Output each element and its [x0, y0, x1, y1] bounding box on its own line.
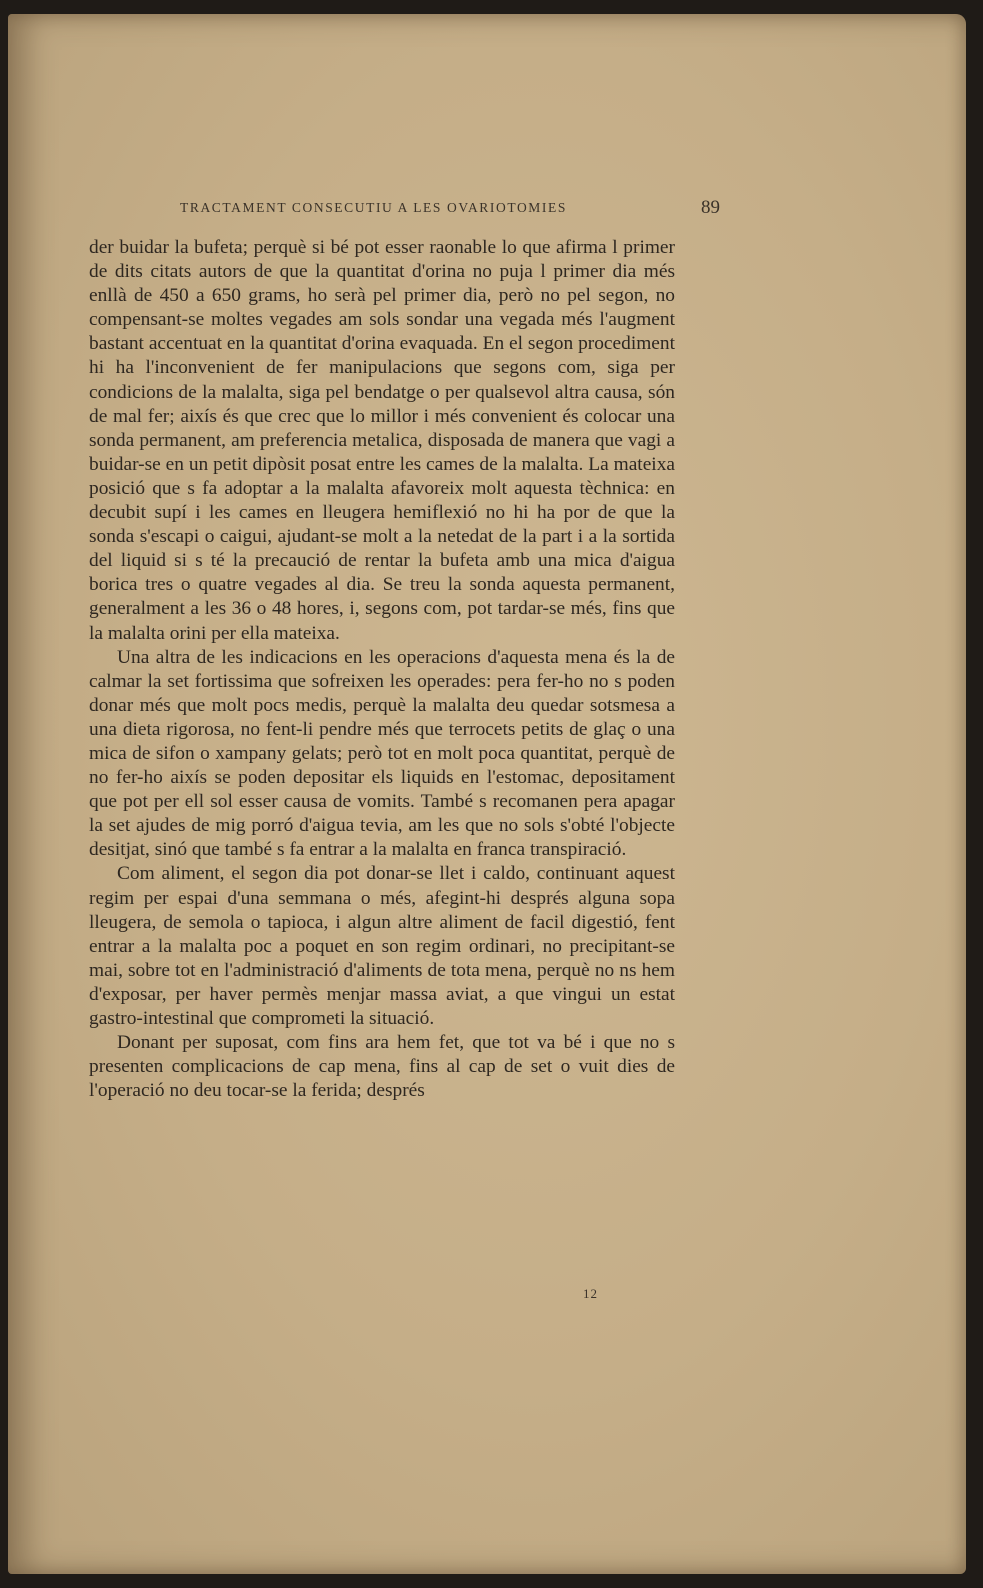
running-title: TRACTAMENT CONSECUTIU A LES OVARIOTOMIES [180, 200, 567, 215]
paragraph: Una altra de les indicacions en les operacions d'aquesta mena és la de calmar la set fortissima que sofreixen les operades: pera fer-ho no s poden donar més que molt pocs medis, perquè la malalta deu quedar sotsmesa a una dieta rigorosa, no fent-li pendre més que terrocets petits de glaç o una mica de sifon o xampany gelats; però tot en molt poca quantitat, perquè de no fer-ho aixís se poden depositar els liquids en l'estomac, depositament que pot per ell sol esser causa de vomits. També s recomanen pera apagar la set ajudes de mig porró d'aigua tevia, am les que no sols s'obté l'objecte desitjat, sinó que també s fa entrar a la malalta en franca transpiració. [89, 646, 675, 861]
paragraph: Com aliment, el segon dia pot donar-se llet i caldo, continuant aquest regim per espai d'una semmana o més, afegint-hi després alguna sopa lleugera, de semola o tapioca, i algun altre aliment de facil digestió, fent entrar a la malalta poc a poquet en son regim ordinari, no precipitant-se mai, sobre tot en l'administració d'aliments de tota mena, perquè no ns hem d'exposar, per haver permès menjar massa aviat, a que vingui un estat gastro-intestinal que comprometi la situació. [89, 863, 675, 1029]
running-header [180, 197, 720, 224]
signature-mark: 12 [583, 1286, 598, 1301]
page-number: 89 [701, 197, 720, 218]
page-body [89, 236, 675, 1103]
paragraph: der buidar la bufeta; perquè si bé pot esser raonable lo que afirma l primer de dits citats autors de que la quantitat d'orina no puja l primer dia més enllà de 450 a 650 grams, ho serà pel primer dia, però no pel segon, no compensant-se moltes vegades am sols sondar una vegada més l'augment bastant accentuat en la quantitat d'orina evaquada. En el segon procediment hi ha l'inconvenient de fer manipulacions que segons com, siga per condicions de la malalta, siga pel bendatge o per qualsevol altra causa, són de mal fer; aixís és que crec que lo millor i més convenient és colocar una sonda permanent, am preferencia metalica, disposada de manera que vagi a buidar-se en un petit dipòsit posat entre les cames de la malalta. La mateixa posició que s fa adoptar a la malalta afavoreix molt aquesta tèchnica: en decubit supí i les cames en lleugera hemiflexió no hi ha por de que la sonda s'escapi o caigui, ajudant-se molt a la netedat de la part i a la sortida del liquid si s té la precaució de rentar la bufeta amb una mica d'aigua borica tres o quatre vegades al dia. Se treu la sonda aquesta permanent, generalment a les 36 o 48 hores, i, segons com, pot tardar-se més, fins que la malalta orini per ella mateixa. [89, 237, 675, 644]
paragraph: Donant per suposat, com fins ara hem fet, que tot va bé i que no s presenten complicacions de cap mena, fins al cap de set o vuit dies de l'operació no deu tocar-se la ferida; després [89, 1032, 675, 1102]
